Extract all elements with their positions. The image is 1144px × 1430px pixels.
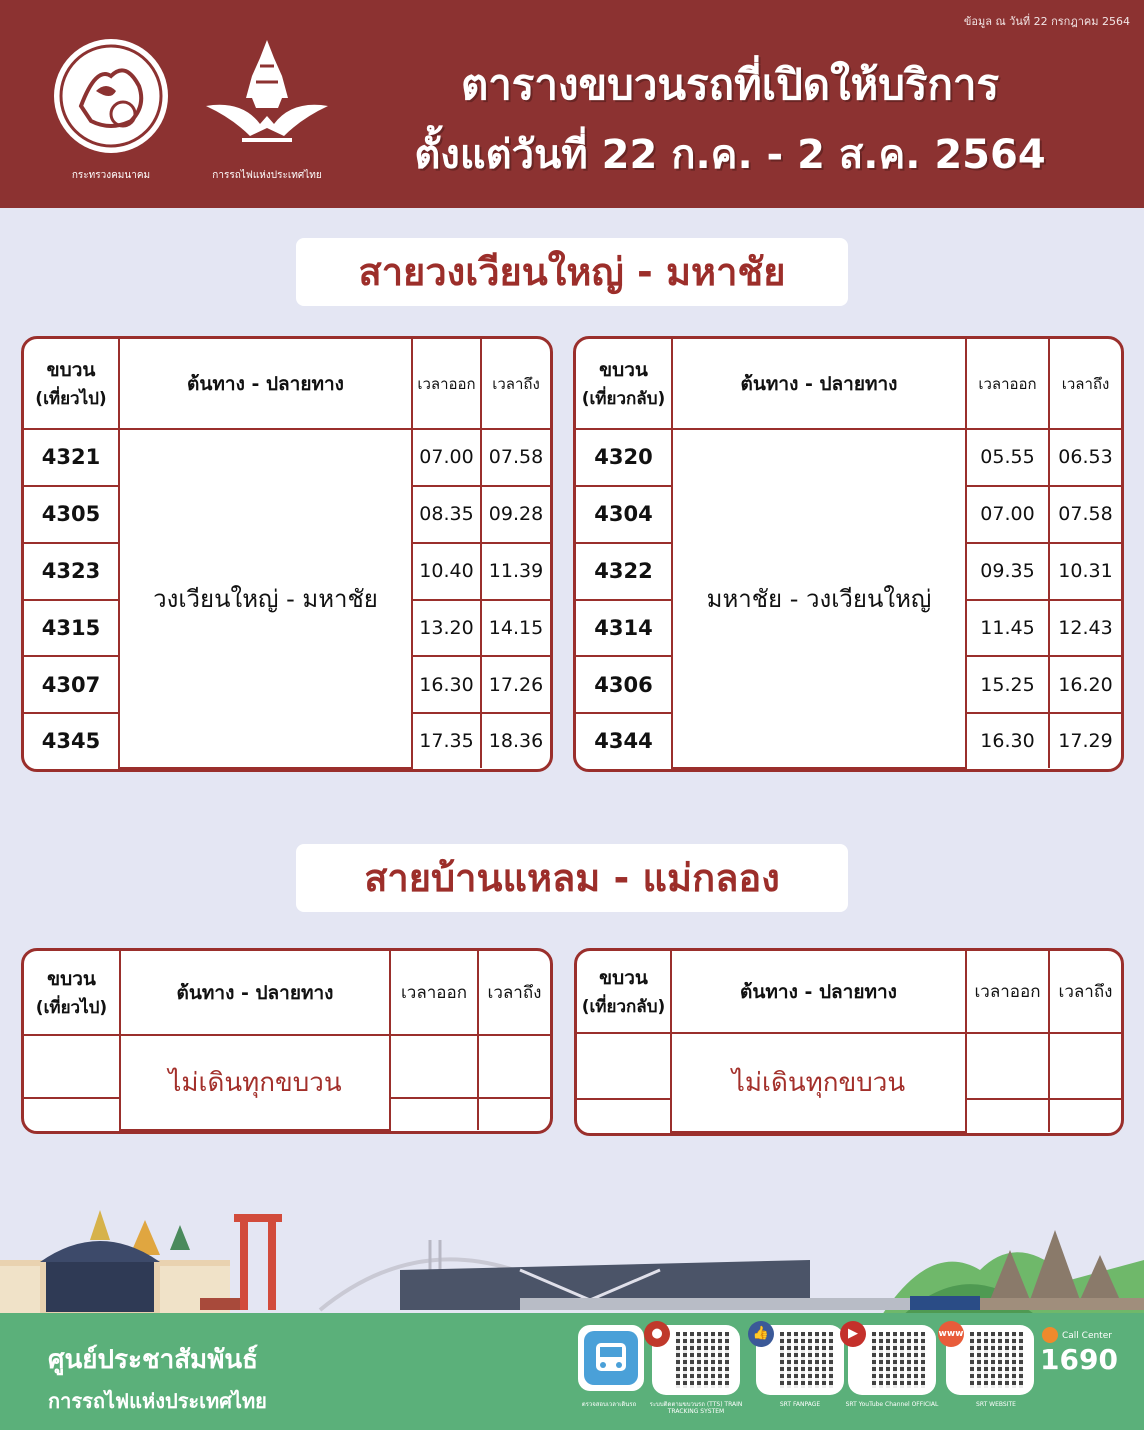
ministry-caption: กระทรวงคมนาคม [71,170,151,181]
table-row [24,1035,550,1098]
col-header-arrive: เวลาถึง [1049,339,1121,429]
col-header-arrive: เวลาถึง [1049,951,1121,1033]
arrive-time [478,1035,550,1098]
qr-caption-tts: ระบบติดตามขบวนรถ (TTS) TRAIN TRACKING SYSTEM [649,1401,743,1415]
timetable-outbound-maeklong [21,948,553,1134]
col-header-route: ต้นทาง - ปลายทาง [119,339,412,429]
call-center[interactable] [1040,1331,1118,1376]
app-caption: ตรวจสอบเวลาเดินรถ [581,1401,637,1408]
train-number: 4344 [576,713,672,768]
arrive-time: 09.28 [481,486,550,543]
arrive-time: 10.31 [1049,543,1121,600]
col-header-route: ต้นทาง - ปลายทาง [671,951,966,1033]
timetable-inbound-mahachai [573,336,1124,772]
depart-time: 07.00 [966,486,1049,543]
col-header-arrive: เวลาถึง [481,339,550,429]
table-row [576,429,1121,486]
train-number [577,1033,671,1099]
qr-caption-website: SRT WEBSITE [976,1401,1016,1408]
www-icon: www [938,1321,964,1347]
table-row [24,429,550,486]
train-app-icon [578,1325,644,1391]
page-title: ตารางขบวนรถที่เปิดให้บริการ [460,60,1000,109]
depart-time: 05.55 [966,429,1049,486]
tts-logo-icon: ● [644,1321,670,1347]
depart-time: 07.00 [412,429,481,486]
arrive-time: 06.53 [1049,429,1121,486]
depart-time [966,1033,1049,1099]
route-name: วงเวียนใหญ่ - มหาชัย [119,429,412,768]
phone-icon [1042,1327,1058,1343]
train-number: 4306 [576,656,672,713]
train-number: 4322 [576,543,672,600]
qr-code-icon [676,1332,732,1388]
train-number: 4314 [576,600,672,657]
srt-logo [202,36,332,183]
train-number: 4305 [24,486,119,543]
depart-time: 09.35 [966,543,1049,600]
call-center-number: 1690 [1040,1343,1118,1376]
col-header-arrive: เวลาถึง [478,951,550,1035]
depart-time: 11.45 [966,600,1049,657]
col-header-route: ต้นทาง - ปลายทาง [672,339,966,429]
train-number [24,1098,120,1130]
arrive-time [1049,1033,1121,1099]
train-number: 4315 [24,600,119,657]
arrive-time: 07.58 [1049,486,1121,543]
arrive-time [1049,1099,1121,1132]
depart-time [390,1035,478,1098]
srt-emblem-icon [202,36,332,156]
no-service-note: ไม่เดินทุกขบวน [671,1033,966,1132]
qr-caption-fanpage: SRT FANPAGE [779,1401,821,1408]
qr-website[interactable] [938,1325,1034,1395]
arrive-time: 12.43 [1049,600,1121,657]
timetable-inbound-maeklong [574,948,1124,1136]
depart-time [390,1098,478,1130]
depart-time: 17.35 [412,713,481,768]
train-number: 4307 [24,656,119,713]
qr-fanpage[interactable] [752,1325,844,1395]
train-number: 4304 [576,486,672,543]
col-header-train: ขบวน (เที่ยวไป) [24,951,120,1035]
arrive-time: 11.39 [481,543,550,600]
city-skyline-illustration [0,1200,1144,1318]
arrive-time: 17.26 [481,656,550,713]
depart-time: 16.30 [966,713,1049,768]
footer-bar [0,1313,1144,1430]
arrive-time: 18.36 [481,713,550,768]
section-title-ban-laem-mae-klong: สายบ้านแหลม - แม่กลอง [296,844,848,912]
qr-train-tracking[interactable] [652,1325,740,1395]
ministry-logo [46,36,176,183]
arrive-time: 14.15 [481,600,550,657]
train-number: 4323 [24,543,119,600]
depart-time: 10.40 [412,543,481,600]
col-header-depart: เวลาออก [966,951,1049,1033]
train-number [577,1099,671,1132]
train-number: 4321 [24,429,119,486]
arrive-time [478,1098,550,1130]
qr-caption-youtube: SRT YouTube Channel OFFICIAL [845,1401,939,1408]
depart-time: 15.25 [966,656,1049,713]
footer-org-name: การรถไฟแห่งประเทศไทย [48,1389,267,1413]
col-header-route: ต้นทาง - ปลายทาง [120,951,390,1035]
ministry-seal-icon [51,36,171,156]
qr-code-icon [780,1332,836,1388]
depart-time: 08.35 [412,486,481,543]
depart-time [966,1099,1049,1132]
depart-time: 16.30 [412,656,481,713]
route-name: มหาชัย - วงเวียนใหญ่ [672,429,966,768]
train-number [24,1035,120,1098]
page-subtitle: ตั้งแต่วันที่ 22 ก.ค. - 2 ส.ค. 2564 [414,132,1046,178]
col-header-train: ขบวน (เที่ยวกลับ) [577,951,671,1033]
col-header-depart: เวลาออก [390,951,478,1035]
arrive-time: 17.29 [1049,713,1121,768]
call-center-label: Call Center [1062,1331,1112,1341]
train-number: 4345 [24,713,119,768]
srt-caption: การรถไฟแห่งประเทศไทย [212,170,322,181]
col-header-depart: เวลาออก [412,339,481,429]
train-number: 4320 [576,429,672,486]
depart-time: 13.20 [412,600,481,657]
train-app-button[interactable] [578,1325,644,1391]
arrive-time: 16.20 [1049,656,1121,713]
no-service-note: ไม่เดินทุกขบวน [120,1035,390,1130]
like-icon: 👍 [748,1321,774,1347]
col-header-train: ขบวน (เที่ยวไป) [24,339,119,429]
qr-youtube[interactable] [848,1325,936,1395]
data-date: ข้อมูล ณ วันที่ 22 กรกฎาคม 2564 [963,15,1130,28]
arrive-time: 07.58 [481,429,550,486]
qr-code-icon [872,1332,928,1388]
timetable-outbound-mahachai [21,336,553,772]
header-banner [0,0,1144,208]
qr-code-icon [970,1332,1026,1388]
table-row [577,1033,1121,1099]
section-title-wongwian-yai-mahachai: สายวงเวียนใหญ่ - มหาชัย [296,238,848,306]
pr-center-name: ศูนย์ประชาสัมพันธ์ [48,1345,258,1375]
youtube-icon: ▶ [840,1321,866,1347]
col-header-train: ขบวน (เที่ยวกลับ) [576,339,672,429]
col-header-depart: เวลาออก [966,339,1049,429]
